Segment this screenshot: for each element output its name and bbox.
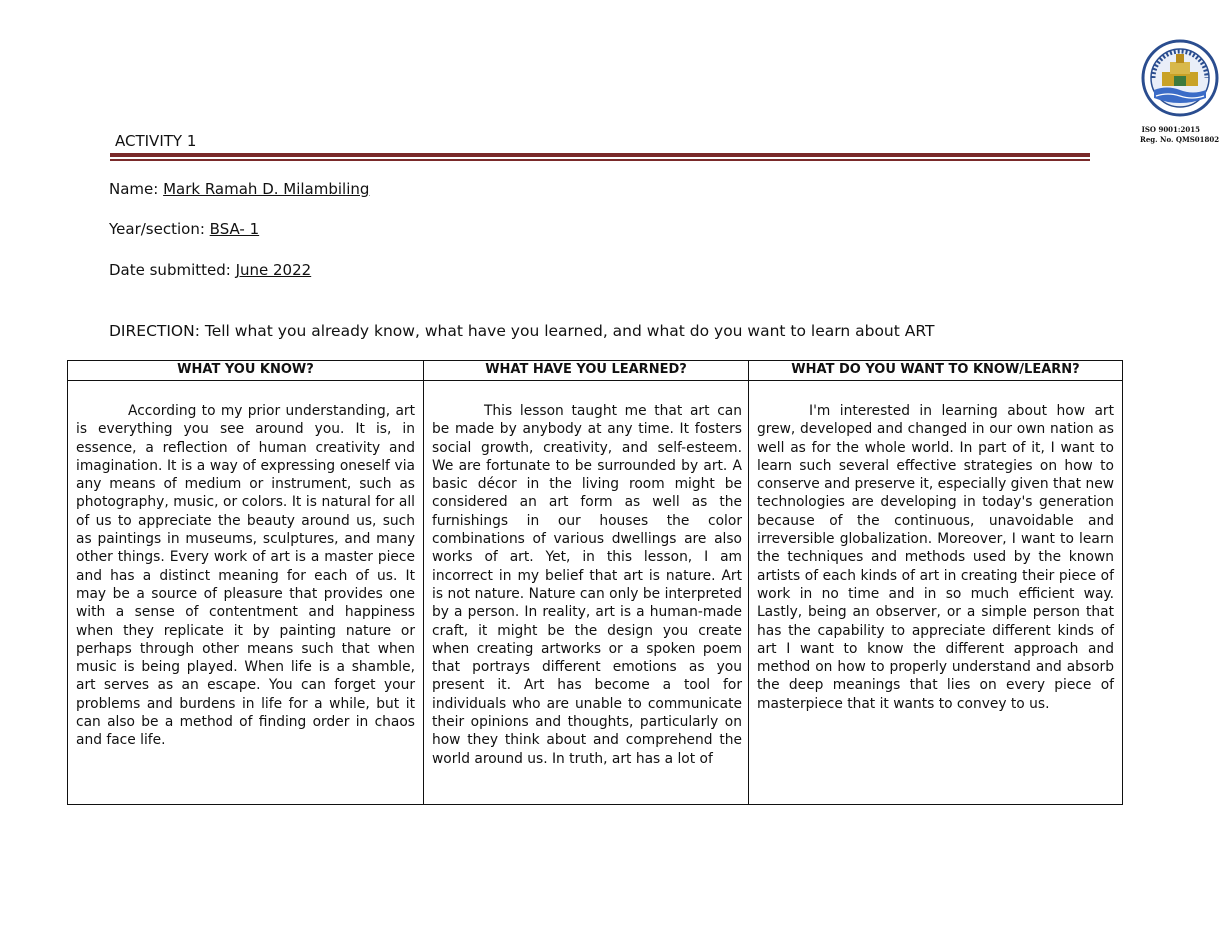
- year-section-value: BSA- 1: [209, 220, 260, 238]
- learned-text: This lesson taught me that art can be made by anybody at any time. It fosters social growth, creativity, and self-esteem. We are fortunate to be surrounded by art. A basic décor in the living room might be considered an art form as well as the furnishings in our houses the color combinations of various dwellings are also works of art. Yet, in this lesson, I am incorrect in my belief that art is nature. Art is not nature. Nature can only be interpreted by a person. In reality, art is a human-made craft, it might be the design you create when creating artworks or a spoken poem that portrays different emotions as you present it. Art has become a tool for individuals who are unable to communicate their opinions and thoughts, particularly on how they think about and comprehend the world around us. In truth, art has a lot of: [432, 403, 742, 767]
- date-submitted-value: June 2022: [235, 261, 312, 279]
- know-text: According to my prior understanding, art is everything you see around you. It is, in essence, a reflection of human creativity and imagination. It is a way of expressing oneself via any means of medium or instrument, such as photography, music, or colors. It is natural for all of us to appreciate the beauty around us, such as paintings in museums, sculptures, and many other things. Every work of art is a master piece and has a distinct meaning for each of us. It may be a source of pleasure that provides one with a sense of contentment and happiness when they replicate it by painting nature or perhaps through other means such that when music is being played. When life is a shamble, art serves as an escape. You can forget your problems and burdens in life for a while, but it can also be a method of finding order in chaos and face life.: [76, 403, 415, 749]
- activity-title: ACTIVITY 1: [115, 132, 197, 150]
- iso-standard: ISO 9001:2015: [1141, 125, 1200, 134]
- direction-text: DIRECTION: Tell what you already know, what have you learned, and what do you want to learn about ART: [109, 322, 935, 340]
- name-field: [109, 180, 369, 198]
- learned-cell: [424, 381, 749, 805]
- header-what-do-you-want-to-learn: WHAT DO YOU WANT TO KNOW/LEARN?: [749, 361, 1123, 381]
- name-value: Mark Ramah D. Milambiling: [163, 180, 370, 198]
- know-cell: [68, 381, 424, 805]
- year-section-label: Year/section:: [109, 220, 210, 238]
- header-rule-thin: [110, 159, 1090, 161]
- school-seal-logo: [1140, 38, 1200, 118]
- kwl-table: [67, 360, 1123, 805]
- header-what-you-know: WHAT YOU KNOW?: [68, 361, 424, 381]
- header-what-have-you-learned: WHAT HAVE YOU LEARNED?: [424, 361, 749, 381]
- want-text: I'm interested in learning about how art grew, developed and changed in our own nation as well as for the whole world. In part of it, I want to learn such several effective strategies on how to conserve and preserve it, especially given that new technologies are developing in today's generation because of the continuous, unavoidable and irreversible globalization. Moreover, I want to learn the techniques and methods used by the known artists of each kinds of art in creating their piece of work in no time and in so much efficient way. Lastly, being an observer, or a simple person that has the capability to appreciate different kinds of art I want to know the different approach and method on how to properly understand and absorb the deep meanings that lies on every piece of masterpiece that it wants to convey to us.: [757, 403, 1114, 712]
- date-submitted-field: [109, 261, 311, 279]
- table-header-row: [68, 361, 1123, 381]
- header-rule-thick: [110, 153, 1090, 157]
- name-label: Name:: [109, 180, 164, 198]
- iso-certification: [1140, 125, 1220, 145]
- date-submitted-label: Date submitted:: [109, 261, 236, 279]
- iso-registration: Reg. No. QMS01802: [1140, 135, 1220, 144]
- want-cell: [749, 381, 1123, 805]
- year-section-field: [109, 220, 259, 238]
- table-body-row: [68, 381, 1123, 805]
